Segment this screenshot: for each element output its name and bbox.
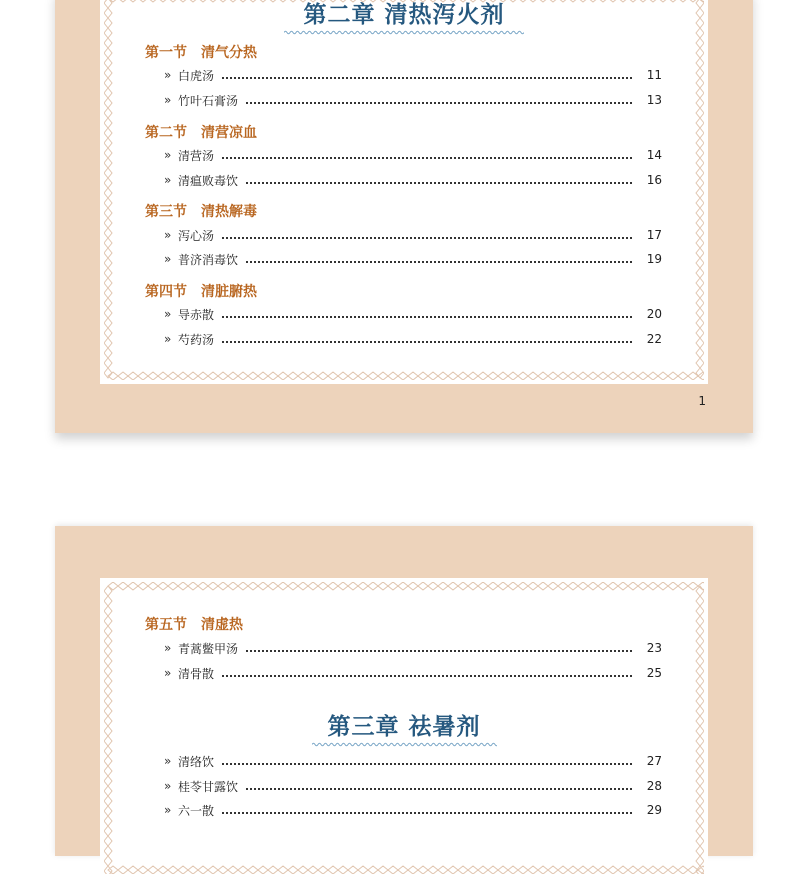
dot-leader (246, 650, 632, 652)
entry-page-number: 20 (646, 307, 662, 321)
chapter-underline-wave (284, 30, 524, 35)
dot-leader (222, 763, 632, 765)
arrow-icon: » (164, 173, 172, 187)
toc-entry[interactable] (164, 802, 662, 818)
toc-entry[interactable] (164, 172, 662, 188)
entry-name: 清骨散 (178, 666, 215, 681)
toc-entry[interactable] (164, 331, 662, 347)
entry-page-number: 29 (646, 803, 662, 817)
section-heading (145, 122, 257, 142)
entry-name: 清营汤 (178, 148, 215, 163)
chapter-heading (100, 708, 708, 747)
section-number: 第四节 (145, 284, 187, 300)
entry-page-number: 27 (646, 754, 662, 768)
arrow-icon: » (164, 307, 172, 321)
entry-page-number: 19 (646, 252, 662, 266)
entry-page-number: 14 (646, 148, 662, 162)
dot-leader (222, 316, 632, 318)
entry-name: 清络饮 (178, 754, 215, 769)
entry-name: 泻心汤 (178, 228, 215, 243)
dot-leader (222, 675, 632, 677)
dot-leader (222, 157, 632, 159)
toc-sheet-1 (100, 0, 708, 384)
entry-page-number: 22 (646, 332, 662, 346)
entry-name: 白虎汤 (178, 68, 215, 83)
page-number: 1 (698, 394, 706, 408)
section-heading (145, 42, 257, 62)
section-number: 第五节 (145, 617, 187, 633)
section-name: 清虚热 (201, 617, 243, 633)
chapter-title: 第二章 清热泻火剂 (303, 1, 505, 28)
toc-entry[interactable] (164, 92, 662, 108)
toc-entry[interactable] (164, 753, 662, 769)
section-number: 第一节 (145, 45, 187, 61)
dot-leader (246, 182, 632, 184)
arrow-icon: » (164, 228, 172, 242)
entry-name: 导赤散 (178, 307, 215, 322)
section-number: 第三节 (145, 204, 187, 220)
arrow-icon: » (164, 803, 172, 817)
arrow-icon: » (164, 68, 172, 82)
toc-entry[interactable] (164, 227, 662, 243)
entry-name: 六一散 (178, 803, 215, 818)
entry-page-number: 11 (646, 68, 662, 82)
toc-entry[interactable] (164, 640, 662, 656)
section-heading (145, 281, 257, 301)
dot-leader (222, 812, 632, 814)
arrow-icon: » (164, 779, 172, 793)
chapter-underline-wave (312, 742, 497, 747)
section-name: 清热解毒 (201, 204, 257, 220)
entry-page-number: 13 (646, 93, 662, 107)
arrow-icon: » (164, 754, 172, 768)
section-heading (145, 614, 243, 634)
entry-name: 芍药汤 (178, 332, 215, 347)
dot-leader (222, 77, 632, 79)
entry-name: 青蒿鳖甲汤 (178, 641, 239, 656)
toc-entry[interactable] (164, 67, 662, 83)
toc-sheet-2 (100, 578, 708, 878)
entry-page-number: 28 (646, 779, 662, 793)
dot-leader (222, 237, 632, 239)
toc-entry[interactable] (164, 306, 662, 322)
entry-name: 清瘟败毒饮 (178, 173, 239, 188)
section-name: 清脏腑热 (201, 284, 257, 300)
entry-page-number: 23 (646, 641, 662, 655)
toc-page-2 (55, 526, 753, 856)
arrow-icon: » (164, 252, 172, 266)
section-number: 第二节 (145, 125, 187, 141)
toc-entry[interactable] (164, 778, 662, 794)
entry-name: 竹叶石膏汤 (178, 93, 239, 108)
entry-page-number: 17 (646, 228, 662, 242)
arrow-icon: » (164, 332, 172, 346)
toc-entry[interactable] (164, 665, 662, 681)
toc-entry[interactable] (164, 147, 662, 163)
arrow-icon: » (164, 666, 172, 680)
chapter-title: 第三章 祛暑剂 (327, 713, 481, 740)
section-heading (145, 201, 257, 221)
section-name: 清气分热 (201, 45, 257, 61)
entry-name: 普济消毒饮 (178, 252, 239, 267)
section-name: 清营凉血 (201, 125, 257, 141)
dot-leader (246, 261, 632, 263)
entry-page-number: 16 (646, 173, 662, 187)
dot-leader (246, 102, 632, 104)
dot-leader (246, 788, 632, 790)
arrow-icon: » (164, 93, 172, 107)
toc-entry[interactable] (164, 251, 662, 267)
entry-page-number: 25 (646, 666, 662, 680)
entry-name: 桂苓甘露饮 (178, 779, 239, 794)
arrow-icon: » (164, 148, 172, 162)
arrow-icon: » (164, 641, 172, 655)
dot-leader (222, 341, 632, 343)
toc-page-1 (55, 0, 753, 433)
chapter-heading (100, 0, 708, 35)
